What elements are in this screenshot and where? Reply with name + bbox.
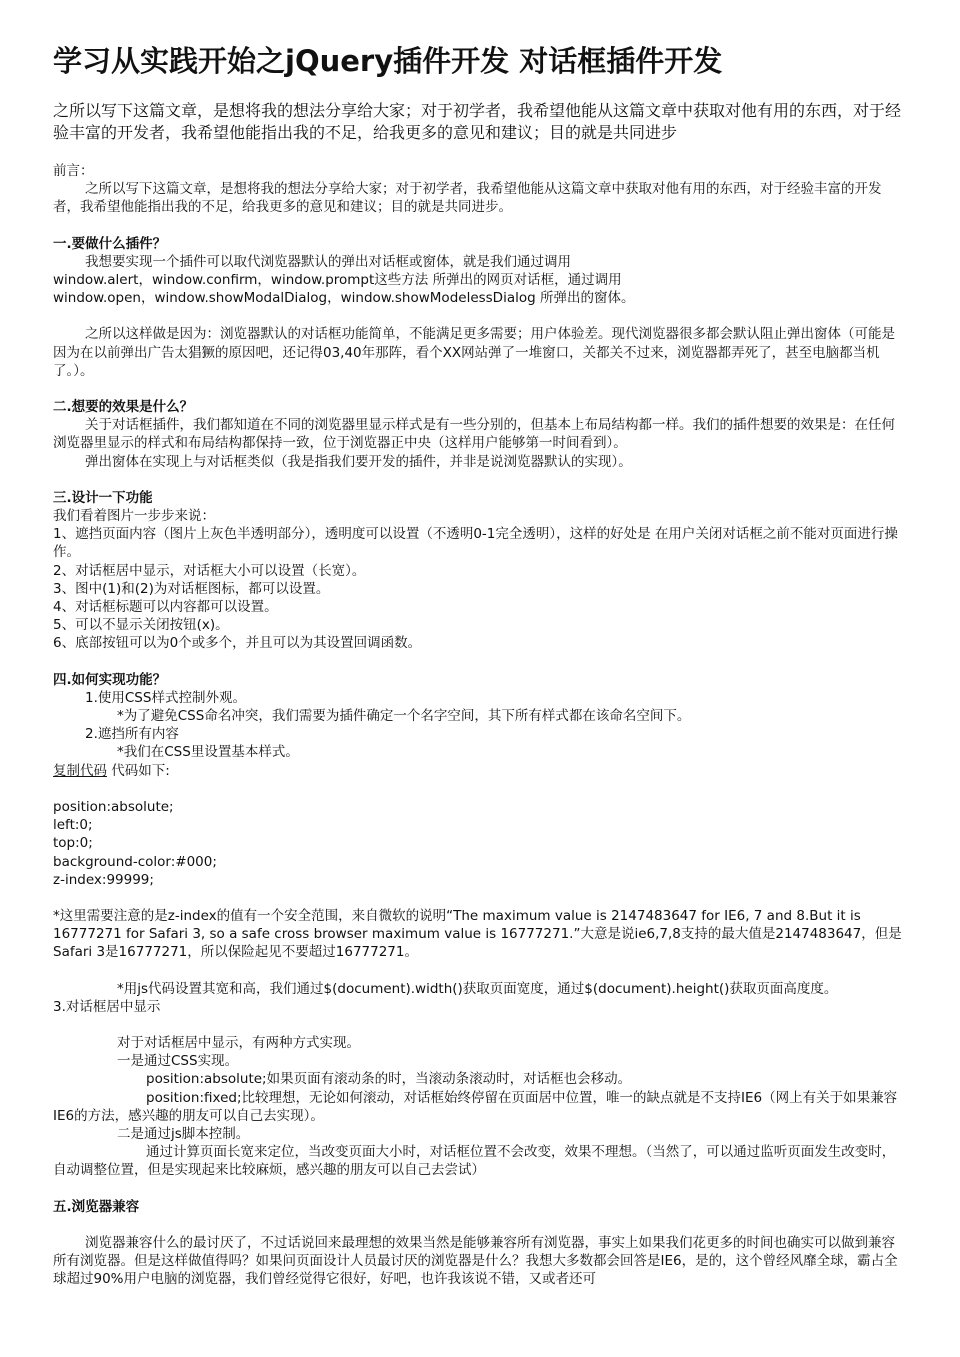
feature-item-3: 3、图中(1)和(2)为对话框图标，都可以设置。	[53, 580, 330, 597]
feature-item-6: 6、底部按钮可以为0个或多个，并且可以为其设置回调函数。	[53, 635, 422, 652]
preface-text: 之所以写下这篇文章，是想将我的想法分享给大家；对于初学者，我希望他能从这篇文章中获取对他有用的东西，对于经验丰富的开发者，我希望他能指出我的不足，给我更多的意见和建议；目的就是共同进步。	[53, 181, 882, 216]
js-size-note: *用js代码设置其宽和高，我们通过$(document).width()获取页面宽度，通过$(document).height()获取页面高度度。	[117, 980, 838, 997]
fixed-note: position:fixed;比较理想，无论如何滚动，对话框始终停留在页面居中位置，唯一的缺点就是不支持IE6（网上有关于如果兼容IE6的方法，感兴趣的朋友可以自己去实现）。	[53, 1089, 898, 1124]
code-block	[53, 798, 908, 889]
step-2: 2.遮挡所有内容	[85, 726, 179, 743]
section-1-heading: 一.要做什么插件？	[53, 235, 167, 252]
step-1-note: *为了避免CSS命名冲突，我们需要为插件确定一个名字空间，其下所有样式都在该命名空间下。	[117, 708, 691, 725]
section-4-heading: 四.如何实现功能？	[53, 671, 167, 688]
section-5-heading: 五.浏览器兼容	[53, 1198, 140, 1215]
code-line: background-color:#000;	[53, 853, 217, 870]
preface-label: 前言：	[53, 163, 94, 179]
article-body	[53, 162, 908, 1288]
z-index-note: *这里需要注意的是z-index的值有一个安全范围，来自微软的说明“The maximum value is 2147483647 for IE6, 7 and 8.But it is 16777271 for Safari 3, so a safe cross browser maximum value is 16777271.”大意是说ie6,7,8支持的最大值是2147483647，但是Safari 3是16777271，所以保险起见不要超过16777271。	[53, 907, 902, 961]
absolute-note: position:absolute;如果页面有滚动条的时，当滚动条滚动时，对话框也会移动。	[146, 1071, 632, 1088]
step-2-note: *我们在CSS里设置基本样式。	[117, 744, 299, 761]
section-1-line-2: window.alert，window.confirm，window.prompt这些方法 所弹出的网页对话框，通过调用	[53, 272, 622, 289]
section-3-heading: 三.设计一下功能	[53, 489, 153, 506]
section-3-lead: 我们看着图片一步步来说：	[53, 508, 215, 525]
css-way: 一是通过CSS实现。	[117, 1053, 239, 1070]
code-line: position:absolute;	[53, 798, 174, 815]
feature-item-2: 2、对话框居中显示，对话框大小可以设置（长宽）。	[53, 562, 366, 579]
feature-item-5: 5、可以不显示关闭按钮(x)。	[53, 617, 229, 634]
article-intro: 之所以写下这篇文章，是想将我的想法分享给大家；对于初学者，我希望他能从这篇文章中获取对他有用的东西，对于经验丰富的开发者，我希望他能指出我的不足，给我更多的意见和建议；目的就是共同进步	[53, 101, 902, 142]
section-1-paragraph-2: 之所以这样做是因为：浏览器默认的对话框功能简单，不能满足更多需要；用户体验差。现代浏览器很多都会默认阻止弹出窗体（可能是因为在以前弹出广告太猖獗的原因吧，还记得03,40年那阵，看个XX网站弹了一堆窗口，关都关不过来，浏览器都弄死了，甚至电脑都当机了。）。	[53, 326, 895, 379]
code-line: left:0;	[53, 817, 93, 834]
copy-code-suffix: 代码如下:	[107, 762, 170, 779]
js-way-detail: 通过计算页面长宽来定位，当改变页面大小时，对话框位置不会改变，效果不理想。（当然了，可以通过监听页面发生改变时，自动调整位置，但是实现起来比较麻烦，感兴趣的朋友可以自己去尝试）	[53, 1144, 896, 1179]
feature-item-4: 4、对话框标题可以内容都可以设置。	[53, 599, 278, 616]
section-2-heading: 二.想要的效果是什么？	[53, 399, 194, 416]
section-1-line-1: 我想要实现一个插件可以取代浏览器默认的弹出对话框或窗体，就是我们通过调用	[85, 253, 571, 270]
copy-code-line	[53, 762, 908, 780]
step-3: 3.对话框居中显示	[53, 998, 161, 1015]
feature-item-1: 1、遮挡页面内容（图片上灰色半透明部分），透明度可以设置（不透明0-1完全透明），这样的好处是 在用户关闭对话框之前不能对页面进行操作。	[53, 526, 898, 561]
center-intro: 对于对话框居中显示，有两种方式实现。	[117, 1034, 360, 1051]
section-1-line-3: window.open，window.showModalDialog，window.showModelessDialog 所弹出的窗体。	[53, 290, 635, 307]
section-2-paragraph-2: 弹出窗体在实现上与对话框类似（我是指我们要开发的插件，并非是说浏览器默认的实现）。	[85, 453, 632, 470]
copy-code-link[interactable]: 复制代码	[53, 762, 107, 779]
step-1: 1.使用CSS样式控制外观。	[85, 689, 246, 706]
section-5-paragraph: 浏览器兼容什么的最讨厌了，不过话说回来最理想的效果当然是能够兼容所有浏览器，事实上如果我们花更多的时间也确实可以做到兼容所有浏览器。但是这样做值得吗？如果问页面设计人员最讨厌的浏览器是什么？我想大多数都会回答是IE6，是的，这个曾经风靡全球，霸占全球超过90%用户电脑的浏览器，我们曾经觉得它很好，好吧，也许我该说不错，又或者还可	[53, 1234, 898, 1288]
js-way: 二是通过js脚本控制。	[117, 1125, 250, 1142]
code-line: z-index:99999;	[53, 871, 154, 888]
section-2-paragraph-1: 关于对话框插件，我们都知道在不同的浏览器里显示样式是有一些分别的，但基本上布局结构都一样。我们的插件想要的效果是：在任何浏览器里显示的样式和布局结构都保持一致，位于浏览器正中央（这样用户能够第一时间看到）。	[53, 417, 895, 452]
article-title: 学习从实践开始之jQuery插件开发 对话框插件开发	[53, 44, 723, 78]
code-line: top:0;	[53, 835, 93, 852]
